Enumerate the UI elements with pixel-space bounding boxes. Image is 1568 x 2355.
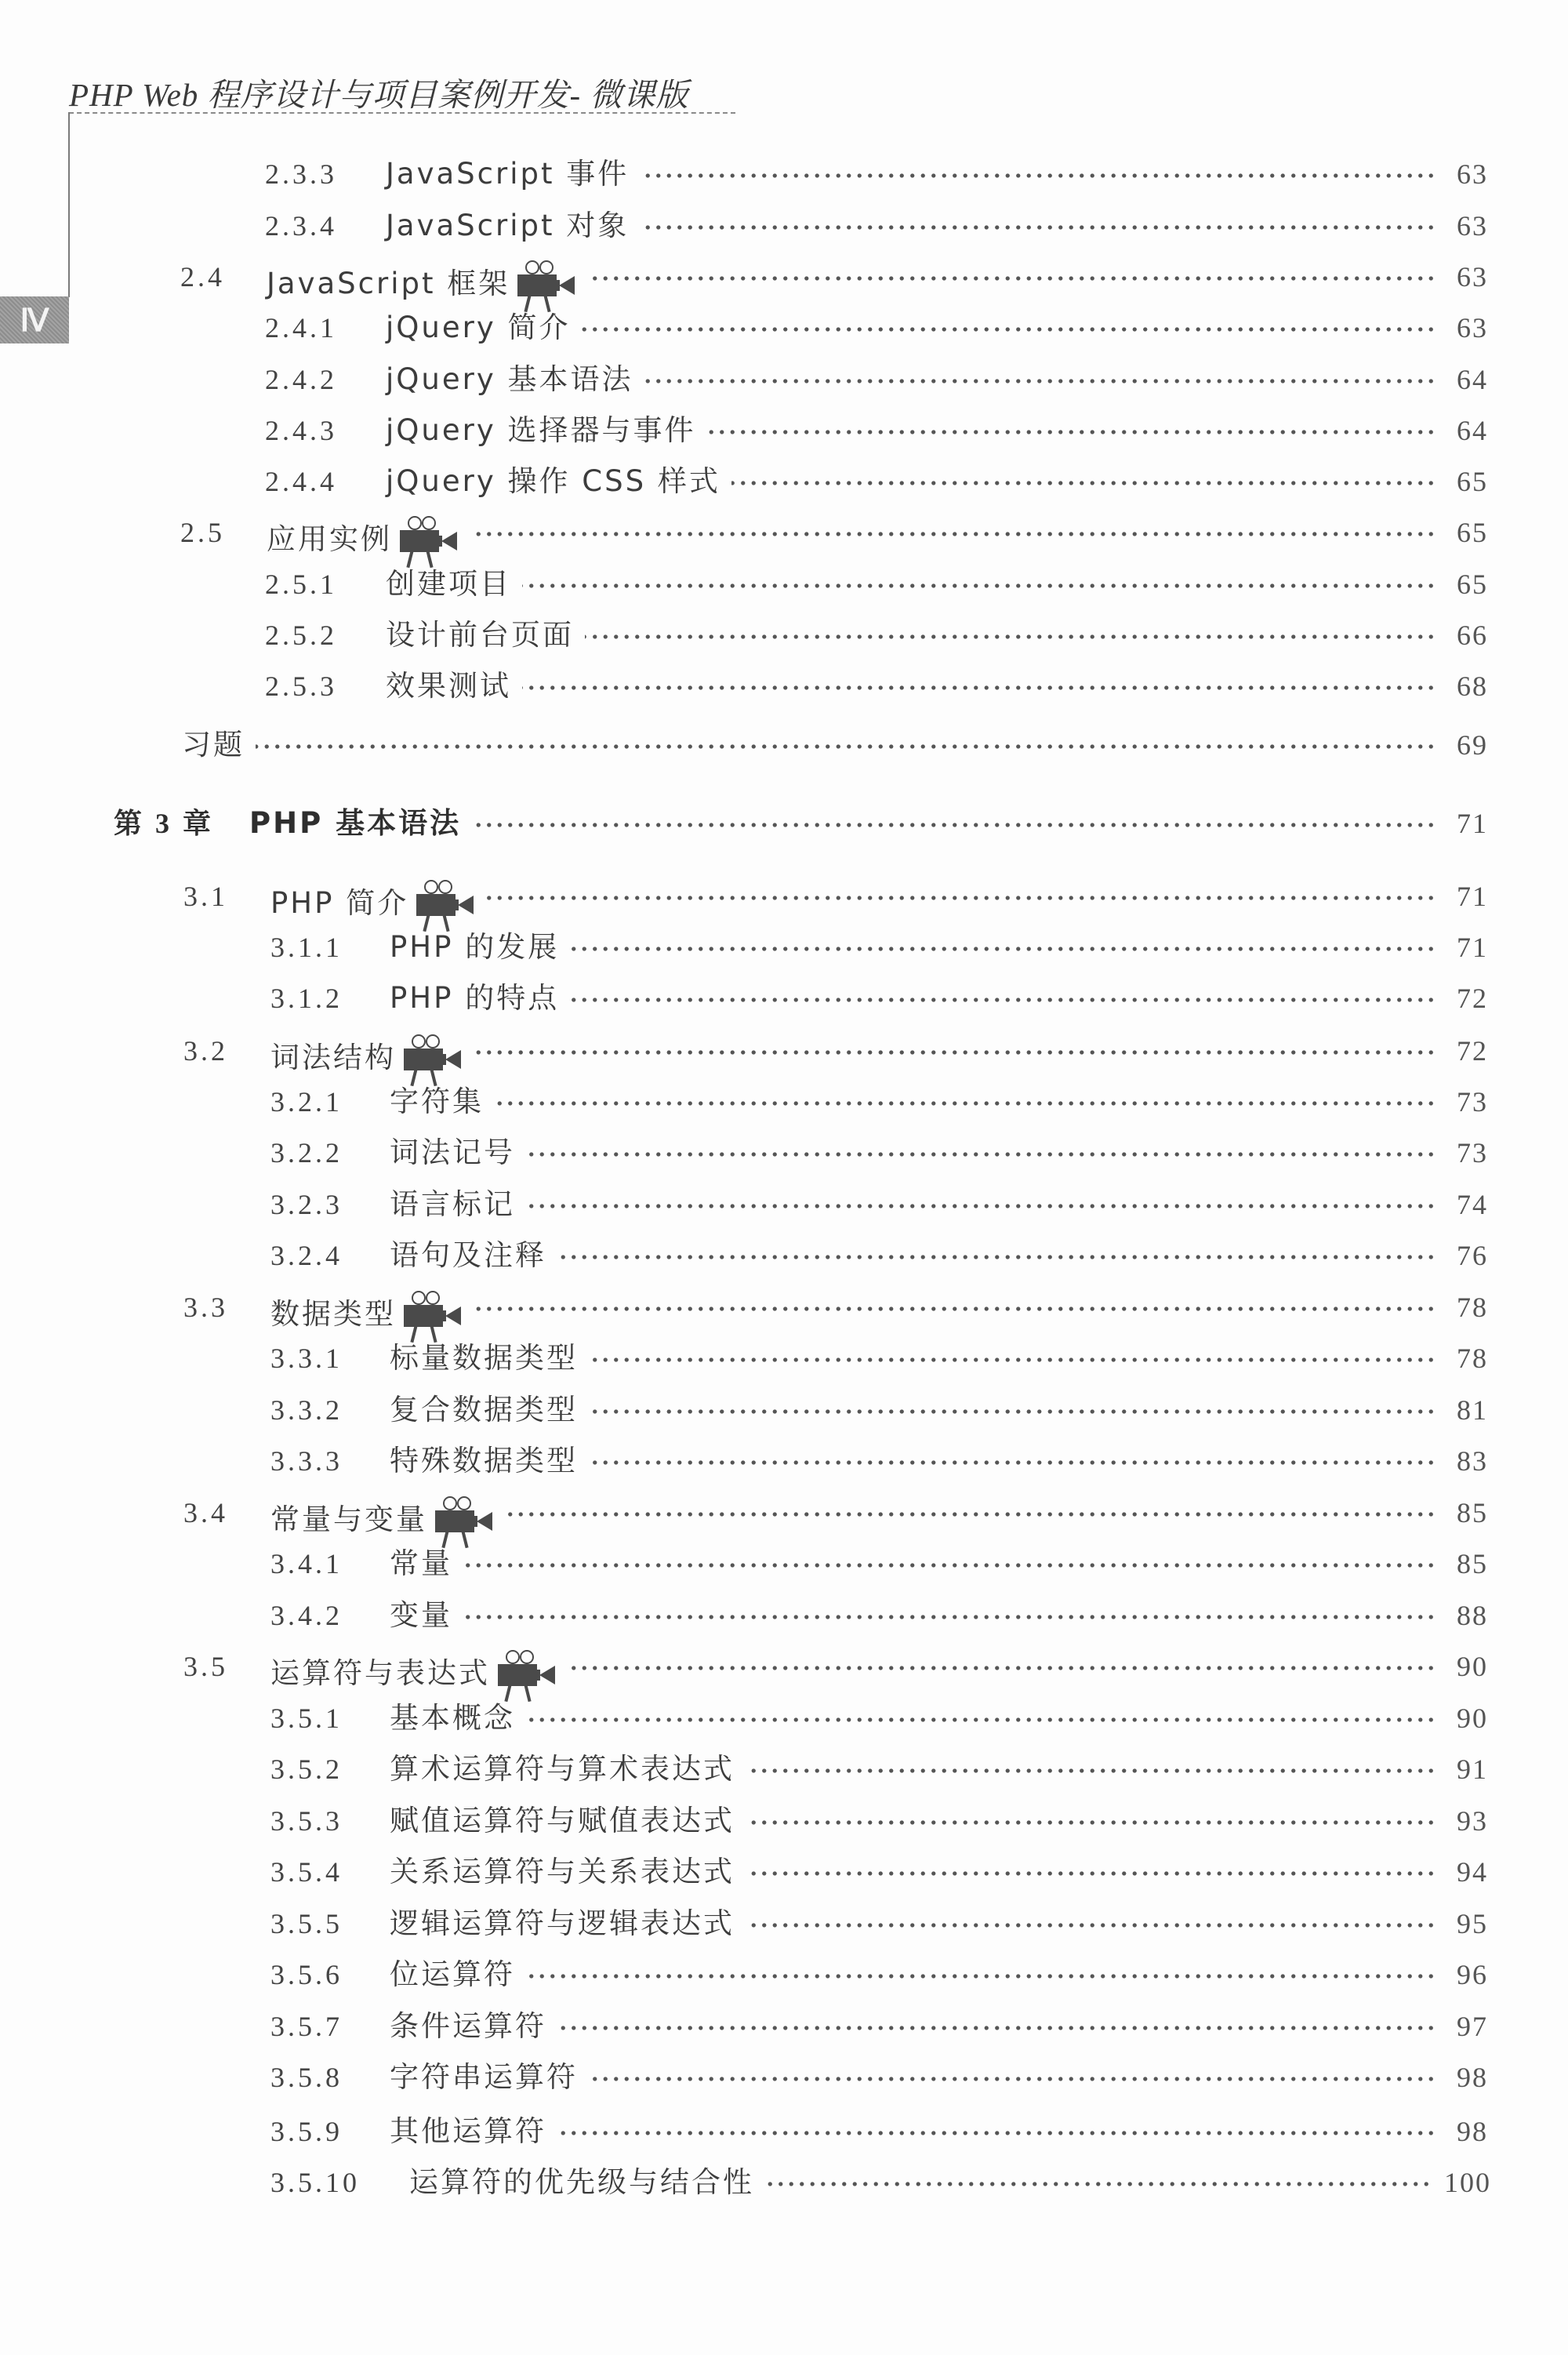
toc-page-number: 96 xyxy=(1457,1959,1488,1990)
dot-leader xyxy=(474,1050,1436,1055)
toc-title-text: 字符串运算符 xyxy=(390,2060,578,2094)
toc-number: 3.5.1 xyxy=(270,1703,343,1734)
toc-title-text: 常量与变量 xyxy=(270,1503,427,1536)
toc-page-number: 88 xyxy=(1457,1600,1488,1631)
toc-title xyxy=(390,1699,515,1738)
toc-number: 3.3 xyxy=(183,1292,228,1323)
dot-leader xyxy=(557,2131,1436,2135)
toc-page-number: 90 xyxy=(1457,1651,1488,1682)
toc-title-text: 创建项目 xyxy=(386,567,511,601)
dot-leader xyxy=(589,1357,1436,1362)
toc-title-text: 算术运算符与算术表达式 xyxy=(390,1752,735,1786)
toc-title xyxy=(182,725,245,765)
toc-page-number: 90 xyxy=(1457,1703,1488,1734)
toc-title xyxy=(390,928,559,967)
toc-subsection-row[interactable] xyxy=(0,928,1568,967)
toc-subsection-row[interactable] xyxy=(0,1801,1568,1841)
toc-page-number: 91 xyxy=(1457,1754,1488,1785)
toc-title xyxy=(270,877,476,930)
toc-title-text: JavaScript 事件 xyxy=(386,157,630,191)
dot-leader xyxy=(582,327,1436,332)
toc-number: 3.5.4 xyxy=(270,1856,343,1888)
toc-title-text: 关系运算符与关系表达式 xyxy=(390,1855,735,1888)
toc-number: 3.5.10 xyxy=(270,2167,360,2198)
toc-subsection-row[interactable] xyxy=(0,2163,1568,2202)
toc-section-row[interactable] xyxy=(0,1493,1568,1536)
toc-number: 3.5 xyxy=(183,1651,228,1682)
dot-leader xyxy=(495,1101,1436,1106)
toc-number: 3.5.9 xyxy=(270,2116,343,2147)
toc-title xyxy=(270,1288,463,1341)
toc-title-text: 其他运算符 xyxy=(390,2114,546,2148)
dot-leader xyxy=(526,1152,1436,1157)
toc-title xyxy=(390,979,559,1018)
toc-title-text: 词法记号 xyxy=(390,1136,515,1169)
toc-title xyxy=(270,1647,557,1700)
toc-page-number: 66 xyxy=(1457,620,1488,651)
toc-title xyxy=(390,2058,578,2097)
toc-title-text: 效果测试 xyxy=(386,669,511,703)
toc-title xyxy=(390,1185,515,1224)
toc-subsection-row[interactable] xyxy=(0,308,1568,347)
toc-title xyxy=(270,1031,463,1085)
toc-number: 3.5.7 xyxy=(270,2011,343,2042)
toc-page-number: 94 xyxy=(1457,1856,1488,1888)
toc-title xyxy=(409,2163,754,2202)
video-camera-icon[interactable] xyxy=(516,259,577,311)
dot-leader xyxy=(640,173,1436,178)
toc-title-text: 数据类型 xyxy=(270,1297,396,1331)
toc-section-row[interactable] xyxy=(0,725,1568,765)
toc-title xyxy=(390,1955,515,1994)
toc-page-number: 65 xyxy=(1457,569,1488,600)
toc-subsection-row[interactable] xyxy=(0,1185,1568,1224)
toc-number: 3.5.2 xyxy=(270,1754,343,1785)
toc-number: 3.2.3 xyxy=(270,1189,343,1220)
toc-page-number: 73 xyxy=(1457,1086,1488,1118)
toc-number: 2.4 xyxy=(180,261,225,293)
toc-title xyxy=(386,308,571,347)
dot-leader xyxy=(557,1255,1436,1259)
running-header-title: PHP Web 程序设计与项目案例开发- 微课版 xyxy=(69,77,689,113)
toc-title-text: PHP 的发展 xyxy=(390,930,560,964)
toc-page-number: 98 xyxy=(1457,2116,1488,2147)
toc-title xyxy=(390,1133,515,1172)
toc-title xyxy=(390,1544,452,1583)
toc-title-text: jQuery 简介 xyxy=(386,311,571,344)
dot-leader xyxy=(746,1871,1436,1876)
dot-leader xyxy=(746,1923,1436,1928)
toc-title xyxy=(267,513,459,566)
toc-section-row[interactable] xyxy=(0,877,1568,920)
dot-leader xyxy=(707,430,1436,434)
toc-title xyxy=(386,206,629,245)
dot-leader xyxy=(589,1409,1436,1414)
toc-page-number: 71 xyxy=(1457,808,1488,839)
toc-page-number: 72 xyxy=(1457,1035,1488,1067)
dot-leader xyxy=(746,1768,1436,1773)
toc-title xyxy=(390,1852,735,1892)
dot-leader xyxy=(526,1974,1436,1979)
toc-number: 2.4.3 xyxy=(265,415,337,446)
toc-title xyxy=(390,1339,578,1378)
toc-title-text: JavaScript 对象 xyxy=(386,209,630,242)
toc-title xyxy=(390,1236,546,1275)
dot-leader xyxy=(522,583,1436,588)
toc-title xyxy=(270,1493,495,1546)
toc-number: 3.2.4 xyxy=(270,1240,343,1271)
toc-number: 3.4.1 xyxy=(270,1548,343,1579)
toc-title-text: 设计前台页面 xyxy=(386,618,574,652)
toc-title xyxy=(390,1082,484,1121)
dot-leader xyxy=(765,2182,1432,2186)
toc-number: 3.2.2 xyxy=(270,1137,343,1168)
toc-number: 3.5.8 xyxy=(270,2062,343,2093)
toc-page-number: 68 xyxy=(1457,671,1488,702)
toc-subsection-row[interactable] xyxy=(0,2007,1568,2046)
toc-subsection-row[interactable] xyxy=(0,360,1568,399)
toc-title-text: 运算符的优先级与结合性 xyxy=(409,2165,754,2199)
toc-number: 2.3.4 xyxy=(265,210,337,242)
dot-leader xyxy=(487,896,1436,900)
toc-subsection-row[interactable] xyxy=(0,1904,1568,1943)
toc-title-text: jQuery 操作 CSS 样式 xyxy=(386,464,720,498)
toc-page-number: 64 xyxy=(1457,364,1488,395)
page-number-tab: Ⅳ xyxy=(0,296,69,343)
toc-number: 3.1 xyxy=(183,881,228,912)
toc-subsection-row[interactable] xyxy=(0,667,1568,706)
toc-subsection-row[interactable] xyxy=(0,1955,1568,1994)
toc-page-number: 83 xyxy=(1457,1445,1488,1477)
toc-number: 2.4.2 xyxy=(265,364,337,395)
toc-number: 2.5.2 xyxy=(265,620,337,651)
toc-title-text: PHP 的特点 xyxy=(390,981,560,1015)
video-camera-icon[interactable] xyxy=(434,1495,495,1546)
toc-page-number: 81 xyxy=(1457,1394,1488,1426)
toc-chapter-row[interactable] xyxy=(0,804,1568,843)
toc-number: 第 3 章 xyxy=(114,808,215,839)
toc-title-text: 逻辑运算符与逻辑表达式 xyxy=(390,1906,735,1940)
toc-title-text: 基本概念 xyxy=(390,1701,515,1735)
toc-title-text: 应用实例 xyxy=(267,522,392,556)
dot-leader xyxy=(470,532,1436,536)
toc-page-number: 69 xyxy=(1457,729,1488,761)
toc-subsection-row[interactable] xyxy=(0,979,1568,1018)
dot-leader xyxy=(557,2026,1436,2030)
toc-title xyxy=(386,667,511,706)
toc-page-number: 63 xyxy=(1457,312,1488,343)
toc-title xyxy=(390,2007,546,2046)
toc-title-text: 常量 xyxy=(390,1546,452,1580)
toc-page-number: 65 xyxy=(1457,517,1488,548)
toc-title xyxy=(386,411,696,450)
toc-page-number: 100 xyxy=(1444,2167,1491,2198)
toc-number: 3.5.3 xyxy=(270,1805,343,1837)
toc-number: 3.2.1 xyxy=(270,1086,343,1118)
toc-subsection-row[interactable] xyxy=(0,1596,1568,1635)
toc-title-text: JavaScript 框架 xyxy=(267,267,510,300)
toc-page-number: 71 xyxy=(1457,932,1488,963)
dot-leader xyxy=(585,634,1436,639)
toc-title xyxy=(267,257,577,311)
toc-section-row[interactable] xyxy=(0,1288,1568,1331)
toc-title-text: 标量数据类型 xyxy=(390,1341,578,1375)
toc-title xyxy=(386,360,633,399)
toc-page-number: 98 xyxy=(1457,2062,1488,2093)
toc-title-text: 词法结构 xyxy=(270,1041,396,1074)
toc-subsection-row[interactable] xyxy=(0,411,1568,450)
toc-number: 2.5 xyxy=(180,517,225,548)
toc-subsection-row[interactable] xyxy=(0,2058,1568,2097)
toc-subsection-row[interactable] xyxy=(0,1852,1568,1892)
toc-subsection-row[interactable] xyxy=(0,1750,1568,1789)
dot-leader xyxy=(644,379,1436,383)
dot-leader xyxy=(640,225,1436,230)
toc-title-text: 语言标记 xyxy=(390,1187,515,1221)
toc-title xyxy=(386,565,511,604)
toc-title-text: 运算符与表达式 xyxy=(270,1656,490,1690)
toc-subsection-row[interactable] xyxy=(0,2112,1568,2151)
toc-page-number: 78 xyxy=(1457,1292,1488,1323)
toc-number: 3.3.2 xyxy=(270,1394,343,1426)
dot-leader xyxy=(588,276,1436,281)
toc-subsection-row[interactable] xyxy=(0,616,1568,655)
toc-number: 3.5.5 xyxy=(270,1908,343,1939)
toc-number: 3.2 xyxy=(183,1035,228,1067)
toc-title xyxy=(386,154,629,194)
toc-page-number: 76 xyxy=(1457,1240,1488,1271)
toc-subsection-row[interactable] xyxy=(0,1441,1568,1481)
video-camera-icon[interactable] xyxy=(398,514,459,566)
toc-number: 3.4.2 xyxy=(270,1600,343,1631)
toc-title xyxy=(390,1904,735,1943)
toc-title-text: 位运算符 xyxy=(390,1957,515,1991)
toc-section-row[interactable] xyxy=(0,513,1568,556)
dot-leader xyxy=(522,685,1436,690)
toc-page-number: 63 xyxy=(1457,158,1488,190)
toc-title-text: 习题 xyxy=(182,728,245,761)
toc-title xyxy=(386,616,574,655)
toc-number: 3.1.1 xyxy=(270,932,343,963)
toc-page-number: 93 xyxy=(1457,1805,1488,1837)
toc-title-text: PHP 基本语法 xyxy=(249,806,462,840)
toc-number: 2.5.1 xyxy=(265,569,337,600)
dot-leader xyxy=(589,1460,1436,1465)
toc-number: 3.5.6 xyxy=(270,1959,343,1990)
toc-subsection-row[interactable] xyxy=(0,1236,1568,1275)
toc-number: 3.3.1 xyxy=(270,1343,343,1374)
dot-leader xyxy=(463,1615,1436,1619)
toc-title-text: 字符集 xyxy=(390,1085,484,1118)
toc-subsection-row[interactable] xyxy=(0,154,1568,194)
toc-title xyxy=(390,1441,578,1481)
toc-title-text: 变量 xyxy=(390,1598,452,1632)
toc-title-text: 条件运算符 xyxy=(390,2009,546,2043)
toc-title-text: jQuery 基本语法 xyxy=(386,362,633,396)
toc-page-number: 85 xyxy=(1457,1497,1488,1528)
toc-page-number: 63 xyxy=(1457,261,1488,293)
toc-number: 3.3.3 xyxy=(270,1445,343,1477)
dot-leader xyxy=(526,1717,1436,1722)
toc-subsection-row[interactable] xyxy=(0,1699,1568,1738)
toc-page-number: 97 xyxy=(1457,2011,1488,2042)
toc-title-text: 赋值运算符与赋值表达式 xyxy=(390,1804,735,1837)
video-camera-icon[interactable] xyxy=(415,878,476,930)
toc-number: 3.1.2 xyxy=(270,983,343,1014)
toc-title-text: jQuery 选择器与事件 xyxy=(386,413,696,447)
dot-leader xyxy=(731,481,1436,485)
dot-leader xyxy=(570,998,1436,1002)
video-camera-icon[interactable] xyxy=(496,1648,557,1700)
toc-subsection-row[interactable] xyxy=(0,1082,1568,1121)
toc-subsection-row[interactable] xyxy=(0,206,1568,245)
toc-number: 2.5.3 xyxy=(265,671,337,702)
dot-leader xyxy=(506,1512,1436,1517)
toc-page-number: 74 xyxy=(1457,1189,1488,1220)
toc-title-text: 复合数据类型 xyxy=(390,1393,578,1426)
toc-section-row[interactable] xyxy=(0,257,1568,300)
toc-title-text: 特殊数据类型 xyxy=(390,1444,578,1477)
toc-section-row[interactable] xyxy=(0,1647,1568,1690)
toc-subsection-row[interactable] xyxy=(0,565,1568,604)
dot-leader xyxy=(570,947,1436,951)
toc-number: 2.4.4 xyxy=(265,466,337,497)
header-rule xyxy=(69,112,735,114)
toc-title xyxy=(249,804,461,843)
toc-title-text: 语句及注释 xyxy=(390,1238,546,1272)
toc-title xyxy=(390,2112,546,2151)
dot-leader xyxy=(256,744,1436,749)
toc-subsection-row[interactable] xyxy=(0,1390,1568,1430)
toc-title xyxy=(390,1390,578,1430)
dot-leader xyxy=(568,1666,1436,1670)
dot-leader xyxy=(746,1820,1436,1825)
toc-subsection-row[interactable] xyxy=(0,462,1568,501)
toc-number: 2.4.1 xyxy=(265,312,337,343)
toc-title-text: PHP 简介 xyxy=(270,886,409,920)
toc-page-number: 63 xyxy=(1457,210,1488,242)
toc-page-number: 73 xyxy=(1457,1137,1488,1168)
toc-subsection-row[interactable] xyxy=(0,1339,1568,1378)
dot-leader xyxy=(472,823,1436,827)
toc-number: 2.3.3 xyxy=(265,158,337,190)
toc-title xyxy=(390,1801,735,1841)
toc-page-number: 71 xyxy=(1457,881,1488,912)
toc-page-number: 72 xyxy=(1457,983,1488,1014)
dot-leader xyxy=(526,1204,1436,1208)
dot-leader xyxy=(463,1563,1436,1568)
dot-leader xyxy=(474,1307,1436,1311)
toc-page-number: 85 xyxy=(1457,1548,1488,1579)
toc-page-number: 95 xyxy=(1457,1908,1488,1939)
video-camera-icon[interactable] xyxy=(402,1033,463,1085)
toc-title xyxy=(390,1750,735,1789)
toc-section-row[interactable] xyxy=(0,1031,1568,1074)
video-camera-icon[interactable] xyxy=(402,1289,463,1341)
toc-page-number: 65 xyxy=(1457,466,1488,497)
toc-subsection-row[interactable] xyxy=(0,1133,1568,1172)
toc-subsection-row[interactable] xyxy=(0,1544,1568,1583)
toc-title xyxy=(390,1596,452,1635)
toc-number: 3.4 xyxy=(183,1497,228,1528)
dot-leader xyxy=(589,2077,1436,2081)
toc-page-number: 78 xyxy=(1457,1343,1488,1374)
toc-title xyxy=(386,462,720,501)
toc-page-number: 64 xyxy=(1457,415,1488,446)
